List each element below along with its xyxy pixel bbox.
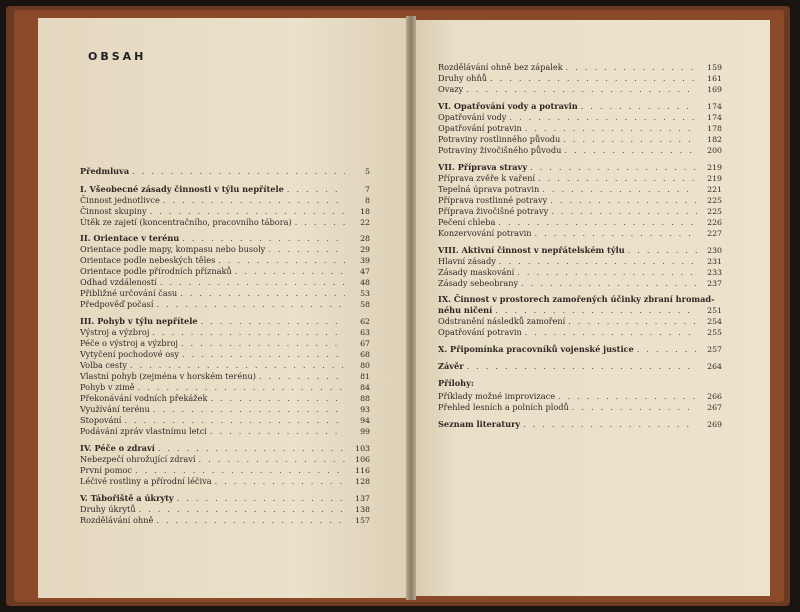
toc-leader-dots bbox=[295, 217, 345, 227]
toc-leader-dots bbox=[199, 454, 346, 464]
toc-entry bbox=[438, 145, 722, 155]
toc-entry-title: Opatřování vody bbox=[438, 112, 507, 122]
toc-entry bbox=[80, 360, 370, 370]
toc-page-number: 93 bbox=[360, 405, 370, 414]
toc-entry bbox=[438, 278, 722, 288]
toc-entry bbox=[438, 344, 722, 354]
toc-leader-dots bbox=[535, 228, 697, 238]
toc-chapter-line: IX. Činnost v prostorech zamořených účinky zbraní hromad- bbox=[438, 294, 715, 304]
toc-entry bbox=[80, 277, 370, 287]
toc-entry bbox=[438, 256, 722, 266]
toc-entry-title: Opatřování potravin bbox=[438, 123, 522, 133]
toc-entry-title: Hlavní zásady bbox=[438, 256, 496, 266]
toc-page-number: 138 bbox=[355, 505, 370, 514]
toc-entry-title: Podávání zpráv vlastnímu letci bbox=[80, 426, 207, 436]
toc-entry-title: Závěr bbox=[438, 361, 464, 371]
toc-page-number: 227 bbox=[707, 229, 722, 238]
toc-entry-title: Využívání terénu bbox=[80, 404, 150, 414]
toc-page-number: 230 bbox=[707, 246, 722, 255]
toc-leader-dots bbox=[542, 184, 697, 194]
toc-leader-dots bbox=[156, 515, 345, 525]
toc-page-number: 94 bbox=[360, 416, 370, 425]
toc-entry bbox=[80, 393, 370, 403]
toc-entry bbox=[80, 233, 370, 243]
toc-entry-title: Výstroj a výzbroj bbox=[80, 327, 150, 337]
toc-entry bbox=[80, 244, 370, 254]
toc-page-number: 68 bbox=[360, 350, 370, 359]
toc-page-number: 225 bbox=[707, 196, 722, 205]
toc-entry bbox=[80, 255, 370, 265]
toc-leader-dots bbox=[495, 305, 697, 315]
toc-entry-title: Předmluva bbox=[80, 166, 130, 176]
toc-leader-dots bbox=[550, 195, 697, 205]
toc-entry bbox=[80, 443, 370, 453]
toc-entry bbox=[438, 173, 722, 183]
toc-entry bbox=[438, 184, 722, 194]
toc-leader-dots bbox=[152, 327, 345, 337]
toc-page-number: 29 bbox=[360, 245, 370, 254]
toc-entry bbox=[438, 195, 722, 205]
toc-page-number: 47 bbox=[360, 267, 370, 276]
toc-entry-title: Přibližné určování času bbox=[80, 288, 178, 298]
toc-page-number: 237 bbox=[707, 279, 722, 288]
toc-entry-title: Rozdělávání ohně bbox=[80, 515, 154, 525]
toc-leader-dots bbox=[182, 349, 345, 359]
toc-leader-dots bbox=[637, 344, 697, 354]
toc-page-number: 233 bbox=[707, 268, 722, 277]
toc-entry bbox=[438, 245, 722, 255]
toc-entry bbox=[438, 327, 722, 337]
toc-entry bbox=[438, 391, 722, 401]
toc-leader-dots bbox=[523, 419, 697, 429]
toc-entry bbox=[80, 382, 370, 392]
toc-leader-dots bbox=[558, 391, 697, 401]
toc-page-number: 28 bbox=[360, 234, 370, 243]
toc-entry bbox=[80, 454, 370, 464]
toc-leader-dots bbox=[210, 393, 345, 403]
toc-entry bbox=[438, 217, 722, 227]
toc-entry-title: Péče o výstroj a výzbroj bbox=[80, 338, 178, 348]
toc-leader-dots bbox=[628, 245, 697, 255]
toc-page-number: 159 bbox=[707, 63, 722, 72]
toc-entry-title: Orientace podle mapy, kompasu nebo busoly bbox=[80, 244, 266, 254]
toc-leader-dots bbox=[210, 426, 345, 436]
toc-page-number: 80 bbox=[360, 361, 370, 370]
toc-page-number: 231 bbox=[707, 257, 722, 266]
toc-entry-title: Potraviny živočišného původu bbox=[438, 145, 562, 155]
toc-page-number: 103 bbox=[355, 444, 370, 453]
toc-leader-dots bbox=[156, 299, 345, 309]
toc-leader-dots bbox=[287, 184, 345, 194]
toc-leader-dots bbox=[268, 244, 345, 254]
toc-entry-title: Orientace podle přírodních příznaků bbox=[80, 266, 232, 276]
toc-entry bbox=[80, 338, 370, 348]
toc-entry-title: Léčivé rostliny a přírodní léčiva bbox=[80, 476, 212, 486]
toc-entry-title: Seznam literatury bbox=[438, 419, 521, 429]
toc-entry bbox=[438, 316, 722, 326]
toc-entry bbox=[80, 327, 370, 337]
toc-page-number: 219 bbox=[707, 163, 722, 172]
toc-entry-title: Překonávání vodních překážek bbox=[80, 393, 208, 403]
toc-entry bbox=[80, 415, 370, 425]
toc-leader-dots bbox=[181, 338, 345, 348]
toc-entry-title: V. Tábořiště a úkryty bbox=[80, 493, 174, 503]
toc-entry-title: III. Pohyb v týlu nepřítele bbox=[80, 316, 198, 326]
toc-entry-title: VII. Příprava stravy bbox=[438, 162, 528, 172]
toc-page-number: 5 bbox=[365, 167, 370, 176]
toc-page-number: 8 bbox=[365, 196, 370, 205]
toc-entry-title: Pohyb v zimě bbox=[80, 382, 135, 392]
toc-page-number: 88 bbox=[360, 394, 370, 403]
toc-entry-title: Činnost skupiny bbox=[80, 206, 147, 216]
toc-entry bbox=[80, 266, 370, 276]
toc-page-number: 257 bbox=[707, 345, 722, 354]
toc-leader-dots bbox=[160, 277, 345, 287]
toc-entry bbox=[80, 404, 370, 414]
toc-page-number: 266 bbox=[707, 392, 722, 401]
toc-leader-dots bbox=[563, 134, 697, 144]
toc-leader-dots bbox=[158, 443, 345, 453]
toc-page-number: 255 bbox=[707, 328, 722, 337]
toc-entry bbox=[80, 349, 370, 359]
toc-entry bbox=[80, 493, 370, 503]
toc-entry-title: Druhy úkrytů bbox=[80, 504, 136, 514]
toc-entry bbox=[438, 84, 722, 94]
page-title: OBSAH bbox=[88, 50, 147, 63]
toc-leader-dots bbox=[498, 217, 697, 227]
toc-entry-title: Druhy ohňů bbox=[438, 73, 488, 83]
toc-page-number: 267 bbox=[707, 403, 722, 412]
toc-entry-title: Konzervování potravin bbox=[438, 228, 532, 238]
toc-entry-title: Odhad vzdáleností bbox=[80, 277, 157, 287]
toc-entry-title: VI. Opatřování vody a potravin bbox=[438, 101, 578, 111]
toc-leader-dots bbox=[521, 278, 697, 288]
toc-entry-title: Příprava zvěře k vaření bbox=[438, 173, 536, 183]
toc-entry-title: Nebezpečí ohrožující zdraví bbox=[80, 454, 196, 464]
toc-entry-title: Přehled lesních a polních plodů bbox=[438, 402, 569, 412]
toc-leader-dots bbox=[201, 316, 345, 326]
toc-page-number: 67 bbox=[360, 339, 370, 348]
toc-leader-dots bbox=[466, 84, 697, 94]
toc-leader-dots bbox=[138, 382, 345, 392]
toc-entry bbox=[80, 195, 370, 205]
toc-page-number: 221 bbox=[707, 185, 722, 194]
toc-leader-dots bbox=[551, 206, 697, 216]
toc-leader-dots bbox=[153, 404, 345, 414]
toc-entry bbox=[80, 426, 370, 436]
toc-entry-title: Vlastní pohyb (zejména v horském terénu) bbox=[80, 371, 256, 381]
toc-leader-dots bbox=[525, 123, 697, 133]
toc-entry-title: II. Orientace v terénu bbox=[80, 233, 180, 243]
toc-entry-title: Pečení chleba bbox=[438, 217, 496, 227]
toc-entry bbox=[80, 288, 370, 298]
toc-leader-dots bbox=[499, 256, 697, 266]
toc-page-number: 48 bbox=[360, 278, 370, 287]
toc-page-number: 169 bbox=[707, 85, 722, 94]
toc-page-number: 219 bbox=[707, 174, 722, 183]
toc-entry bbox=[80, 316, 370, 326]
toc-leader-dots bbox=[218, 255, 345, 265]
toc-leader-dots bbox=[215, 476, 345, 486]
toc-leader-dots bbox=[509, 112, 697, 122]
toc-page-number: 254 bbox=[707, 317, 722, 326]
toc-page-number: 22 bbox=[360, 218, 370, 227]
toc-entry bbox=[80, 184, 370, 194]
toc-entry bbox=[438, 134, 722, 144]
toc-entry bbox=[438, 361, 722, 371]
toc-page-number: 99 bbox=[360, 427, 370, 436]
toc-leader-dots bbox=[530, 162, 697, 172]
toc-page-number: 81 bbox=[360, 372, 370, 381]
toc-entry bbox=[438, 419, 722, 429]
toc-entry bbox=[80, 371, 370, 381]
toc-entry-title: Volba cesty bbox=[80, 360, 127, 370]
toc-entry-title: Činnost jednotlivce bbox=[80, 195, 160, 205]
toc-entry bbox=[438, 62, 722, 72]
toc-entry bbox=[80, 217, 370, 227]
toc-entry-title: Ovazy bbox=[438, 84, 464, 94]
toc-entry bbox=[80, 299, 370, 309]
toc-entry-title: Zásady maskování bbox=[438, 267, 515, 277]
toc-entry bbox=[438, 305, 722, 315]
toc-entry bbox=[80, 465, 370, 475]
toc-page-number: 7 bbox=[365, 185, 370, 194]
toc-page-number: 178 bbox=[707, 124, 722, 133]
toc-page-number: 174 bbox=[707, 113, 722, 122]
toc-entry bbox=[438, 112, 722, 122]
toc-page-number: 137 bbox=[355, 494, 370, 503]
toc-page-number: 62 bbox=[360, 317, 370, 326]
toc-entry-title: VIII. Aktivní činnost v nepřátelském týlu bbox=[438, 245, 625, 255]
toc-page-number: 116 bbox=[355, 466, 370, 475]
toc-leader-dots bbox=[150, 206, 345, 216]
toc-leader-dots bbox=[163, 195, 345, 205]
toc-leader-dots bbox=[564, 145, 697, 155]
toc-leader-dots bbox=[490, 73, 697, 83]
toc-leader-dots bbox=[132, 166, 345, 176]
toc-page-number: 157 bbox=[355, 516, 370, 525]
toc-entry-title: Rozdělávání ohně bez zápalek bbox=[438, 62, 563, 72]
toc-chapter-line: Přílohy: bbox=[438, 378, 474, 388]
toc-page-number: 39 bbox=[360, 256, 370, 265]
toc-leader-dots bbox=[566, 62, 697, 72]
toc-entry bbox=[438, 228, 722, 238]
toc-entry-title: Orientace podle nebeských těles bbox=[80, 255, 216, 265]
toc-entry-title: Tepelná úprava potravin bbox=[438, 184, 540, 194]
toc-leader-dots bbox=[259, 371, 345, 381]
toc-page-number: 251 bbox=[707, 306, 722, 315]
toc-page-number: 58 bbox=[360, 300, 370, 309]
toc-entry-title: Stopování bbox=[80, 415, 122, 425]
toc-page-number: 174 bbox=[707, 102, 722, 111]
toc-entry-title: První pomoc bbox=[80, 465, 132, 475]
toc-entry-title: Potraviny rostlinného původu bbox=[438, 134, 561, 144]
toc-entry-title: Zásady sebeobrany bbox=[438, 278, 519, 288]
toc-page-number: 63 bbox=[360, 328, 370, 337]
toc-page-number: 226 bbox=[707, 218, 722, 227]
toc-leader-dots bbox=[182, 233, 345, 243]
toc-leader-dots bbox=[180, 288, 345, 298]
toc-entry-title: Vytyčení pochodové osy bbox=[80, 349, 180, 359]
toc-page-number: 225 bbox=[707, 207, 722, 216]
toc-page-number: 18 bbox=[360, 207, 370, 216]
toc-entry-title: Příprava rostlinné potravy bbox=[438, 195, 548, 205]
toc-leader-dots bbox=[568, 316, 697, 326]
toc-page-number: 84 bbox=[360, 383, 370, 392]
toc-leader-dots bbox=[135, 465, 345, 475]
toc-entry bbox=[80, 166, 370, 176]
toc-leader-dots bbox=[124, 415, 345, 425]
toc-entry-title: Opatřování potravin bbox=[438, 327, 522, 337]
toc-leader-dots bbox=[572, 402, 697, 412]
toc-entry bbox=[438, 123, 722, 133]
toc-entry bbox=[438, 101, 722, 111]
toc-leader-dots bbox=[525, 327, 697, 337]
toc-entry-title: Předpověď počasí bbox=[80, 299, 154, 309]
toc-leader-dots bbox=[139, 504, 345, 514]
toc-page-number: 161 bbox=[707, 74, 722, 83]
toc-leader-dots bbox=[538, 173, 697, 183]
toc-entry bbox=[438, 162, 722, 172]
toc-entry bbox=[438, 267, 722, 277]
toc-entry bbox=[80, 206, 370, 216]
toc-leader-dots bbox=[581, 101, 697, 111]
toc-page-number: 200 bbox=[707, 146, 722, 155]
toc-page-number: 128 bbox=[355, 477, 370, 486]
toc-entry-title: néhu ničení bbox=[438, 305, 493, 315]
toc-entry-title: Příklady možné improvizace bbox=[438, 391, 556, 401]
toc-page-number: 106 bbox=[355, 455, 370, 464]
toc-leader-dots bbox=[177, 493, 345, 503]
toc-leader-dots bbox=[517, 267, 697, 277]
toc-leader-dots bbox=[130, 360, 345, 370]
toc-leader-dots bbox=[235, 266, 345, 276]
book-gutter bbox=[406, 16, 416, 600]
toc-page-number: 182 bbox=[707, 135, 722, 144]
toc-entry-title: Příprava živočišné potravy bbox=[438, 206, 549, 216]
toc-page-number: 264 bbox=[707, 362, 722, 371]
toc-entry bbox=[438, 402, 722, 412]
toc-entry-title: IV. Péče o zdraví bbox=[80, 443, 155, 453]
toc-page-number: 53 bbox=[360, 289, 370, 298]
toc-entry bbox=[80, 515, 370, 525]
toc-entry bbox=[438, 206, 722, 216]
toc-leader-dots bbox=[467, 361, 697, 371]
toc-entry bbox=[80, 504, 370, 514]
toc-entry bbox=[80, 476, 370, 486]
toc-entry-title: I. Všeobecné zásady činnosti v týlu nepřítele bbox=[80, 184, 284, 194]
toc-entry-title: Odstranění následků zamoření bbox=[438, 316, 566, 326]
toc-entry bbox=[438, 73, 722, 83]
toc-entry-title: Útěk ze zajetí (koncentračního, pracovního tábora) bbox=[80, 217, 292, 227]
toc-page-number: 269 bbox=[707, 420, 722, 429]
toc-entry-title: X. Připomínka pracovníků vojenské justice bbox=[438, 344, 634, 354]
